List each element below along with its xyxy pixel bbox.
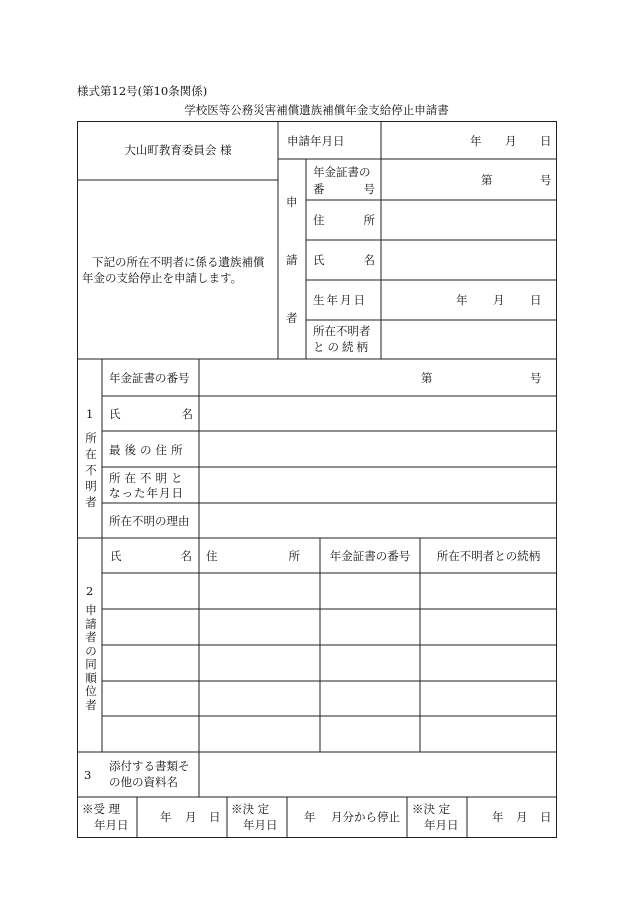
section1-missing-date-label-1: 所在不明と [109, 471, 187, 485]
section2-label: 申 請 者 の 同 順 位 者 [85, 603, 97, 712]
applicant-pension-no-label-2: 番 号 [313, 182, 375, 196]
footer-decided2-month: 月 [516, 810, 528, 824]
section2-col-pension-no: 年金証書の番号 [329, 549, 411, 563]
section1-pension-no-suffix: 号 [530, 371, 542, 385]
applicant-birth-year: 年 [456, 293, 468, 307]
footer-decided-label-2: 年月日 [243, 818, 278, 832]
statement-line-1: 下記の所在不明者に係る遺族補償 [92, 255, 265, 269]
form-title: 学校医等公務災害補償遺族補償年金支給停止申請書 [184, 103, 449, 117]
applicant-relation-label-2: との続柄 [313, 340, 371, 354]
applicant-label-1: 申 [286, 195, 298, 209]
applicant-label-3: 者 [286, 311, 298, 325]
footer-decided2-year: 年 [492, 810, 504, 824]
section1-last-address-label: 最後の住所 [109, 443, 187, 457]
section1-label: 所 在 不 明 者 [85, 431, 97, 509]
section2-col-name: 氏 名 [110, 549, 192, 563]
footer-decided2-label-2: 年月日 [424, 818, 459, 832]
footer-received-label-1: ※受 理 [82, 802, 121, 816]
applicant-name-label: 氏 名 [313, 253, 375, 267]
section2-col-relation: 所在不明者との続柄 [436, 549, 541, 563]
section3-number: 3 [84, 768, 92, 782]
form-number: 様式第12号(第10条関係) [77, 84, 208, 98]
statement-line-2: 年金の支給停止を申請します。 [82, 271, 243, 285]
footer-decided2-day: 日 [540, 810, 552, 824]
section1-missing-date-label-2: なった年月日 [109, 486, 184, 500]
section1-pension-no-label: 年金証書の番号 [109, 371, 190, 385]
section1-number: 1 [86, 407, 94, 421]
applicant-birth-label: 生年月日 [313, 293, 367, 307]
footer-stop-year: 年 [304, 810, 316, 824]
section1-pension-no-prefix: 第 [421, 371, 433, 385]
applicant-pension-no-label-1: 年金証書の [313, 165, 371, 179]
application-date-label: 申請年月日 [287, 134, 345, 148]
section1-reason-label: 所在不明の理由 [109, 514, 190, 528]
footer-received-month: 月 [185, 810, 197, 824]
applicant-relation-label-1: 所在不明者 [313, 324, 371, 338]
section1-name-label: 氏 名 [109, 407, 193, 421]
footer-decided-label-1: ※決 定 [231, 802, 270, 816]
section2-number: 2 [86, 584, 94, 598]
application-date-day: 日 [540, 134, 552, 148]
applicant-birth-month: 月 [493, 293, 505, 307]
footer-received-label-2: 年月日 [94, 818, 129, 832]
section3-label-1: 添付する書類そ [109, 759, 190, 773]
applicant-label-2: 請 [286, 253, 298, 267]
application-date-month: 月 [505, 134, 517, 148]
section3-label-2: の他の資料名 [109, 775, 178, 789]
applicant-address-label: 住 所 [313, 213, 375, 227]
applicant-birth-day: 日 [530, 293, 542, 307]
section2-col-address: 住 所 [206, 549, 300, 563]
addressee: 大山町教育委員会 様 [124, 143, 232, 157]
applicant-pension-no-prefix: 第 [481, 173, 493, 187]
application-date-year: 年 [470, 134, 482, 148]
footer-received-day: 日 [209, 810, 221, 824]
footer-stop-text: 月分から停止 [331, 810, 400, 824]
applicant-pension-no-suffix: 号 [540, 173, 552, 187]
footer-received-year: 年 [160, 810, 172, 824]
footer-decided2-label-1: ※決 定 [412, 802, 451, 816]
